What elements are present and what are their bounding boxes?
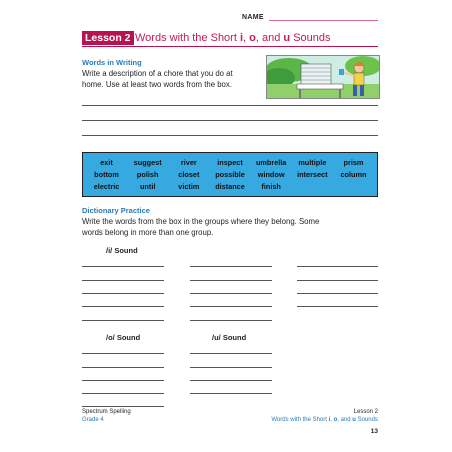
word-box-word: exit xyxy=(100,158,113,167)
word-box-word: victim xyxy=(178,182,200,191)
lesson-title xyxy=(135,31,331,45)
short-i-blank[interactable] xyxy=(82,293,164,294)
short-i-blank[interactable] xyxy=(82,320,164,321)
words-in-writing-line-1: Write a description of a chore that you do at xyxy=(82,69,233,78)
lesson-title-prefix: Words with the Short xyxy=(135,32,240,44)
footer-title-sep: , xyxy=(330,416,334,423)
footer-right xyxy=(271,409,378,424)
word-box-word: closet xyxy=(178,170,200,179)
short-i-blank[interactable] xyxy=(297,266,378,267)
footer-title-letter-i: i xyxy=(328,416,331,423)
dictionary-practice-line-2: words belong in more than one group. xyxy=(82,228,214,237)
lesson-badge: Lesson 2 xyxy=(82,31,134,45)
lesson-title-letter-o: o xyxy=(249,32,256,44)
word-box-row-1 xyxy=(83,158,377,169)
short-u-blank[interactable] xyxy=(190,367,272,368)
short-u-sound-label: /u/ Sound xyxy=(212,333,247,342)
short-u-blank[interactable] xyxy=(190,393,272,394)
word-box-word: window xyxy=(257,170,285,179)
word-box-word: distance xyxy=(215,182,245,191)
lesson-title-letter-u: u xyxy=(283,32,291,44)
short-i-blank[interactable] xyxy=(190,306,272,307)
short-u-blank[interactable] xyxy=(190,380,272,381)
short-i-blank[interactable] xyxy=(190,280,272,281)
word-box-word: possible xyxy=(215,170,245,179)
chore-illustration-art xyxy=(267,56,379,98)
word-box-word: multiple xyxy=(298,158,327,167)
name-field[interactable] xyxy=(269,20,378,21)
short-u-blank[interactable] xyxy=(190,353,272,354)
words-in-writing-heading: Words in Writing xyxy=(82,58,142,67)
words-in-writing-line-2: home. Use at least two words from the box. xyxy=(82,80,232,89)
short-i-blank[interactable] xyxy=(82,266,164,267)
word-box-word: column xyxy=(340,170,367,179)
short-o-blank[interactable] xyxy=(82,393,164,394)
lesson-title-suffix: Sounds xyxy=(290,32,331,44)
short-i-blank[interactable] xyxy=(190,293,272,294)
footer-book-title: Spectrum Spelling xyxy=(82,409,131,415)
short-i-blank[interactable] xyxy=(82,306,164,307)
word-box-word: finish xyxy=(261,182,281,191)
page-number: 13 xyxy=(370,428,378,435)
lesson-title-sep: , and xyxy=(255,32,284,44)
short-i-blank[interactable] xyxy=(190,266,272,267)
short-i-blank[interactable] xyxy=(297,306,378,307)
word-box-word: bottom xyxy=(94,170,119,179)
dictionary-practice-line-1: Write the words from the box in the groups where they belong. Some xyxy=(82,217,320,226)
word-box-word: until xyxy=(139,182,156,191)
word-box-word: suggest xyxy=(133,158,162,167)
short-o-blank[interactable] xyxy=(82,380,164,381)
short-i-sound-label: /i/ Sound xyxy=(106,246,138,255)
name-label: NAME xyxy=(242,14,264,21)
short-o-sound-label: /o/ Sound xyxy=(106,333,141,342)
word-box-word: prism xyxy=(343,158,364,167)
short-i-blank[interactable] xyxy=(190,320,272,321)
short-i-blank[interactable] xyxy=(297,280,378,281)
short-i-blank[interactable] xyxy=(82,280,164,281)
short-o-blank[interactable] xyxy=(82,353,164,354)
word-box-word: umbrella xyxy=(255,158,287,167)
word-box xyxy=(82,152,378,197)
lesson-title-sep: , xyxy=(243,32,250,44)
dictionary-practice-heading: Dictionary Practice xyxy=(82,206,150,215)
word-box-word: intersect xyxy=(297,170,328,179)
footer-lesson-title xyxy=(271,417,378,425)
lesson-title-letter-i: i xyxy=(239,32,244,44)
footer-left xyxy=(82,409,131,424)
short-o-blank[interactable] xyxy=(82,367,164,368)
writing-line-2[interactable] xyxy=(82,120,378,121)
footer-title-suffix: Sounds xyxy=(355,416,378,423)
word-box-word: inspect xyxy=(217,158,243,167)
word-box-word: electric xyxy=(93,182,120,191)
short-i-blank[interactable] xyxy=(297,293,378,294)
footer-title-prefix: Words with the Short xyxy=(271,416,329,423)
word-box-row-2 xyxy=(83,170,377,181)
title-rule xyxy=(82,46,378,47)
footer-title-sep: , and xyxy=(337,416,353,423)
writing-line-1[interactable] xyxy=(82,105,378,106)
footer-grade: Grade 4 xyxy=(82,416,104,423)
word-box-row-3 xyxy=(83,182,377,193)
footer-title-letter-u: u xyxy=(352,416,356,423)
footer-lesson: Lesson 2 xyxy=(353,409,378,415)
chore-illustration xyxy=(266,55,380,99)
word-box-word: river xyxy=(180,158,197,167)
footer-title-letter-o: o xyxy=(333,416,338,423)
short-o-blank[interactable] xyxy=(82,406,164,407)
writing-line-3[interactable] xyxy=(82,135,378,136)
word-box-word: polish xyxy=(136,170,159,179)
